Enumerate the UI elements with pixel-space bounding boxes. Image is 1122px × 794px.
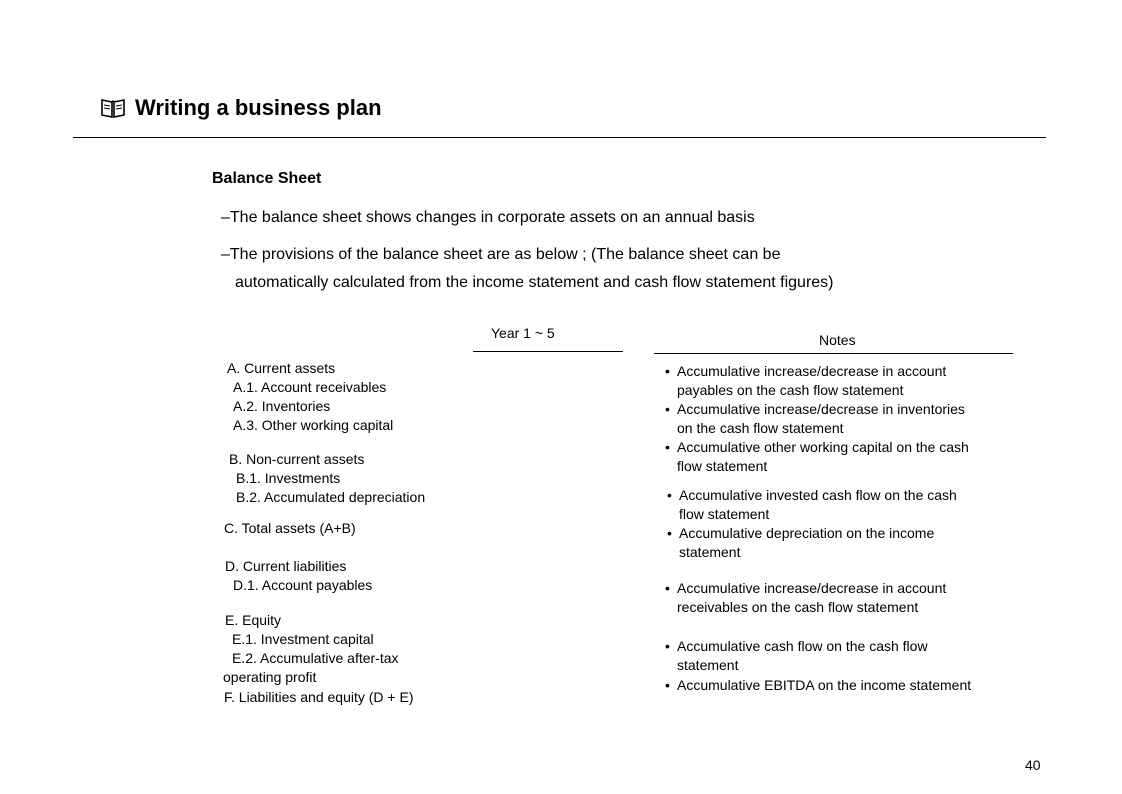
intro-bullet-2 — [221, 245, 780, 265]
section-title: Balance Sheet — [212, 170, 322, 187]
item-account-receivables: A.1. Account receivables — [233, 379, 387, 395]
intro-bullet-1 — [221, 208, 755, 228]
item-equity: E. Equity — [225, 612, 282, 628]
item-other-working-capital: A.3. Other working capital — [233, 417, 394, 433]
item-operating-profit: operating profit — [223, 669, 317, 685]
item-current-liabilities: D. Current liabilities — [225, 558, 347, 574]
bullet-icon: • — [667, 487, 672, 503]
dash: – — [221, 246, 230, 263]
bullet-icon: • — [665, 638, 670, 654]
note-line: flow statement — [677, 458, 768, 474]
item-accumulative-after-tax: E.2. Accumulative after-tax — [232, 650, 399, 666]
header-divider — [73, 137, 1046, 138]
intro-bullet-text: The provisions of the balance sheet are as below ; (The balance sheet can be — [229, 246, 781, 263]
dash: – — [221, 209, 230, 226]
intro-bullet-2-continuation: automatically calculated from the income statement and cash flow statement figures) — [235, 274, 834, 291]
note-line: Accumulative increase/decrease in account — [677, 363, 947, 379]
item-account-payables: D.1. Account payables — [233, 577, 373, 593]
note-line: Accumulative depreciation on the income — [679, 525, 935, 541]
note-other-working-capital — [665, 438, 969, 476]
column-header-notes: Notes — [819, 332, 856, 348]
item-total-assets: C. Total assets (A+B) — [224, 520, 356, 536]
item-inventories: A.2. Inventories — [233, 398, 331, 414]
note-line: statement — [679, 544, 741, 560]
item-liabilities-and-equity: F. Liabilities and equity (D + E) — [224, 689, 414, 705]
note-account-receivables — [665, 579, 946, 617]
note-line: statement — [677, 657, 739, 673]
note-line: Accumulative cash flow on the cash flow — [677, 638, 928, 654]
item-investments: B.1. Investments — [236, 470, 341, 486]
note-line: Accumulative invested cash flow on the cash — [679, 487, 957, 503]
item-non-current-assets: B. Non-current assets — [229, 451, 365, 467]
book-icon — [100, 96, 126, 120]
note-account-payables — [665, 362, 946, 400]
page-number: 40 — [1025, 757, 1041, 773]
note-depreciation — [667, 524, 934, 562]
note-inventories — [665, 400, 965, 438]
page-title: Writing a business plan — [135, 95, 382, 120]
note-line: receivables on the cash flow statement — [677, 599, 919, 615]
bullet-icon: • — [667, 525, 672, 541]
note-line: payables on the cash flow statement — [677, 382, 904, 398]
note-line: on the cash flow statement — [677, 420, 844, 436]
note-line: Accumulative increase/decrease in inventories — [677, 401, 965, 417]
item-current-assets: A. Current assets — [227, 360, 336, 376]
intro-bullet-text: The balance sheet shows changes in corporate assets on an annual basis — [229, 209, 755, 226]
note-invested-cash-flow — [667, 486, 957, 524]
bullet-icon: • — [665, 439, 670, 455]
column-header-year: Year 1 ~ 5 — [491, 325, 555, 341]
item-investment-capital: E.1. Investment capital — [232, 631, 374, 647]
note-line: Accumulative other working capital on the cash — [677, 439, 969, 455]
note-ebitda — [665, 676, 971, 695]
note-line: Accumulative increase/decrease in account — [677, 580, 947, 596]
note-line: flow statement — [679, 506, 770, 522]
column-divider-notes — [654, 353, 1013, 354]
bullet-icon: • — [665, 401, 670, 417]
bullet-icon: • — [665, 580, 670, 596]
column-divider-year — [473, 351, 623, 352]
note-line: Accumulative EBITDA on the income statement — [677, 677, 972, 693]
item-accumulated-depreciation: B.2. Accumulated depreciation — [236, 489, 426, 505]
bullet-icon: • — [665, 363, 670, 379]
bullet-icon: • — [665, 677, 670, 693]
note-cash-flow — [665, 637, 928, 675]
